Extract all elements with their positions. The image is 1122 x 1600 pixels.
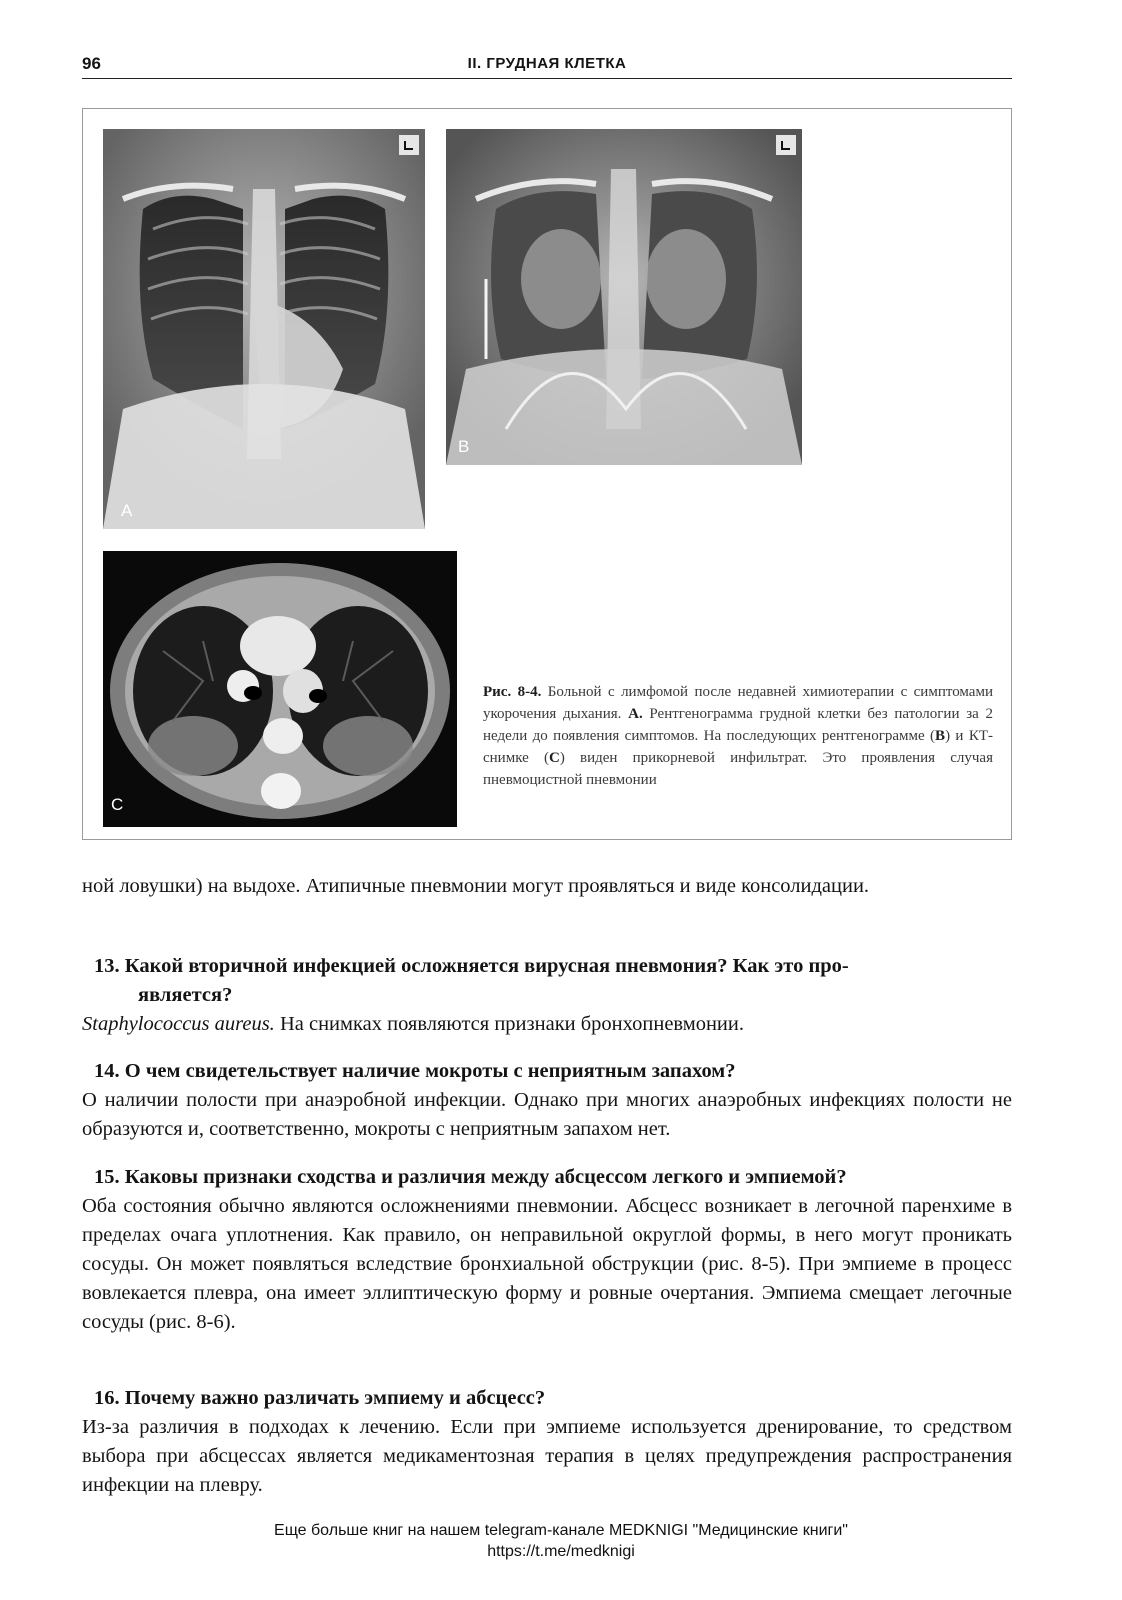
footer-line-1: Еще больше книг на нашем telegram-канале MEDKNIGI "Медицинские книги" bbox=[274, 1522, 848, 1539]
caption-label: Рис. 8-4. bbox=[483, 684, 542, 700]
answer-15: Оба состояния обычно являются осложнениями пневмонии. Абсцесс возникает в легочной паренхиме в пределах очага уплотнения. Как правило, он неправильной округлой формы, в него могут проникать сосуды. Он может появляться вследствие бронхиальной обструкции (рис. 8-5). При эмпиеме в процесс вовлекается плевра, она имеет эллиптическую форму и ровные очертания. Эмпиема смещает легочные сосуды (рис. 8-6). bbox=[82, 1195, 1012, 1333]
caption-ref-b: В bbox=[935, 728, 946, 744]
xray-panel-a bbox=[103, 129, 425, 529]
question-14-number: 14. bbox=[94, 1060, 120, 1082]
figure-8-4 bbox=[82, 108, 1012, 840]
question-13 bbox=[82, 952, 1012, 1010]
answer-13-organism: Staphylococcus aureus. bbox=[82, 1013, 275, 1035]
question-16-number: 16. bbox=[94, 1387, 120, 1409]
question-16-text: Почему важно различать эмпиему и абсцесс? bbox=[124, 1387, 546, 1409]
panel-label-c: C bbox=[111, 795, 124, 814]
answer-14: О наличии полости при анаэробной инфекции. Однако при многих анаэробных инфекциях полости не образуются и, соответственно, мокроты с неприятным запахом нет. bbox=[82, 1089, 1012, 1140]
ct-image-c bbox=[103, 551, 457, 827]
question-15-number: 15. bbox=[94, 1166, 120, 1188]
section-title: II. ГРУДНАЯ КЛЕТКА bbox=[467, 55, 627, 72]
question-13-line1: Какой вторичной инфекцией осложняется вирусная пневмония? Как это про- bbox=[124, 955, 849, 977]
caption-ref-c: С bbox=[548, 750, 560, 766]
caption-text-4: ) виден прикорневой инфильтрат. Это проявления случая пневмоцистной пневмонии bbox=[483, 750, 993, 788]
orientation-marker-b bbox=[776, 135, 796, 155]
caption-text-3: ) и КТ-снимке ( bbox=[483, 728, 994, 766]
xray-image-b bbox=[446, 129, 802, 465]
figure-caption bbox=[483, 681, 993, 791]
answer-13-text: На снимках появляются признаки бронхопневмонии. bbox=[274, 1013, 745, 1035]
question-14 bbox=[82, 1057, 1012, 1086]
xray-panel-b bbox=[446, 129, 802, 465]
orientation-marker-a bbox=[399, 135, 419, 155]
question-16 bbox=[82, 1384, 1012, 1413]
question-13-line2: является? bbox=[138, 984, 233, 1006]
footer-promo bbox=[0, 1520, 1122, 1562]
continuation-paragraph: ной ловушки) на выдохе. Атипичные пневмонии могут проявляться и виде консолидации. bbox=[82, 875, 870, 897]
footer-link[interactable]: https://t.me/medknigi bbox=[487, 1543, 635, 1560]
question-15 bbox=[82, 1163, 1012, 1192]
answer-13 bbox=[82, 1010, 1012, 1039]
panel-label-a: A bbox=[121, 501, 133, 520]
question-15-text: Каковы признаки сходства и различия между абсцессом легкого и эмпиемой? bbox=[124, 1166, 847, 1188]
caption-ref-a: А. bbox=[628, 706, 643, 722]
question-14-text: О чем свидетельствует наличие мокроты с неприятным запахом? bbox=[124, 1060, 736, 1082]
ct-panel-c bbox=[103, 551, 457, 827]
caption-text-2: Рентгенограмма грудной клетки без патологии за 2 недели до появления симптомов. На последующих рентгенограмме ( bbox=[483, 706, 994, 744]
page-number: 96 bbox=[82, 54, 101, 73]
caption-text-1: Больной с лимфомой после недавней химиотерапии с симптомами укорочения дыхания. bbox=[483, 684, 993, 722]
xray-image-a bbox=[103, 129, 425, 529]
question-13-number: 13. bbox=[94, 955, 120, 977]
answer-16: Из-за различия в подходах к лечению. Если при эмпиеме используется дренирование, то средством выбора при абсцессах является медикаментозная терапия в целях предупреждения распространения инфекции на плевру. bbox=[82, 1416, 1012, 1496]
panel-label-b: B bbox=[458, 437, 470, 456]
page-header bbox=[82, 52, 1012, 79]
